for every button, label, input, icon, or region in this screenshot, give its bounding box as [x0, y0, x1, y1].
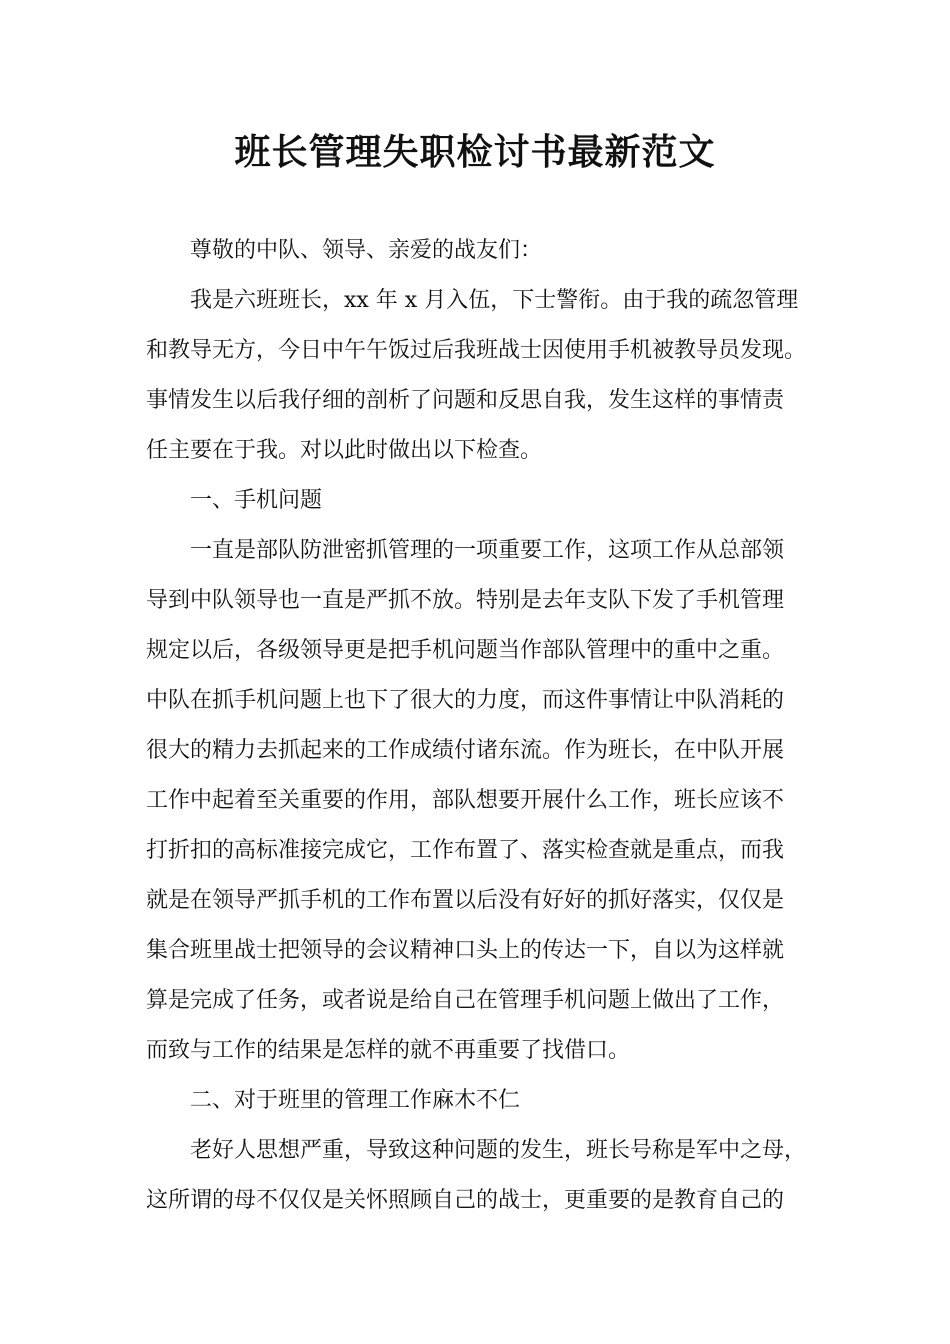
paragraph-line: 导到中队领导也一直是严抓不放。特别是去年支队下发了手机管理: [146, 588, 785, 613]
paragraph-line: 很大的精力去抓起来的工作成绩付诸东流。作为班长，在中队开展: [146, 738, 785, 763]
paragraph-line: 工作中起着至关重要的作用，部队想要开展什么工作，班长应该不: [146, 788, 785, 813]
paragraph-line: 老好人思想严重，导致这种问题的发生，班长号称是军中之母，: [190, 1138, 807, 1163]
salutation-line: 尊敬的中队、领导、亲爱的战友们：: [190, 238, 543, 263]
paragraph-line: 而致与工作的结果是怎样的就不再重要了找借口。: [146, 1038, 631, 1063]
paragraph-line: 这所谓的母不仅仅是关怀照顾自己的战士，更重要的是教育自己的: [146, 1188, 785, 1213]
paragraph-line: 事情发生以后我仔细的剖析了问题和反思自我，发生这样的事情责: [146, 388, 785, 413]
section-heading: 一、手机问题: [190, 488, 323, 513]
paragraph-line: 和教导无方，今日中午午饭过后我班战士因使用手机被教导员发现。: [146, 338, 807, 363]
paragraph-line: 集合班里战士把领导的会议精神口头上的传达一下，自以为这样就: [146, 938, 785, 963]
paragraph-line: 规定以后，各级领导更是把手机问题当作部队管理中的重中之重。: [146, 638, 785, 663]
paragraph-line: 就是在领导严抓手机的工作布置以后没有好好的抓好落实，仅仅是: [146, 888, 785, 913]
paragraph-line: 算是完成了任务，或者说是给自己在管理手机问题上做出了工作，: [146, 988, 785, 1013]
paragraph-line: 我是六班班长，xx 年 x 月入伍，下士警衔。由于我的疏忽管理: [190, 288, 799, 313]
paragraph-line: 中队在抓手机问题上也下了很大的力度，而这件事情让中队消耗的: [146, 688, 785, 713]
document-title: 班长管理失职检讨书最新范文: [234, 131, 716, 173]
paragraph-line: 任主要在于我。对以此时做出以下检查。: [146, 438, 543, 463]
paragraph-line: 一直是部队防泄密抓管理的一项重要工作，这项工作从总部领: [190, 538, 785, 563]
paragraph-line: 打折扣的高标准接完成它，工作布置了、落实检查就是重点，而我: [146, 838, 785, 863]
section-heading: 二、对于班里的管理工作麻木不仁: [190, 1088, 521, 1113]
